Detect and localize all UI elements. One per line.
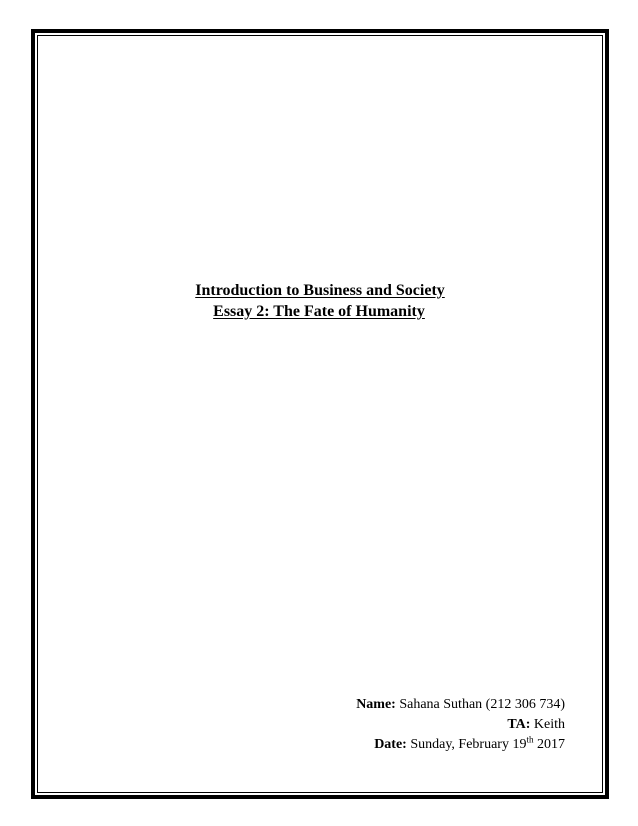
date-ordinal: th <box>526 734 534 745</box>
name-value: Sahana Suthan (212 306 734) <box>399 697 565 712</box>
name-label: Name: <box>356 697 396 712</box>
title-block <box>0 280 638 322</box>
ta-line <box>356 715 565 735</box>
ta-value: Keith <box>533 717 565 732</box>
course-title: Introduction to Business and Society <box>195 282 445 299</box>
name-line <box>356 695 565 715</box>
date-prefix: Sunday, February 19 <box>410 737 527 752</box>
page-border-inner <box>37 35 603 793</box>
ta-label: TA: <box>507 717 531 732</box>
date-label: Date: <box>374 737 407 752</box>
essay-title: Essay 2: The Fate of Humanity <box>213 303 425 320</box>
date-line <box>356 735 565 755</box>
student-info-block <box>356 695 565 755</box>
date-year: 2017 <box>537 737 565 752</box>
